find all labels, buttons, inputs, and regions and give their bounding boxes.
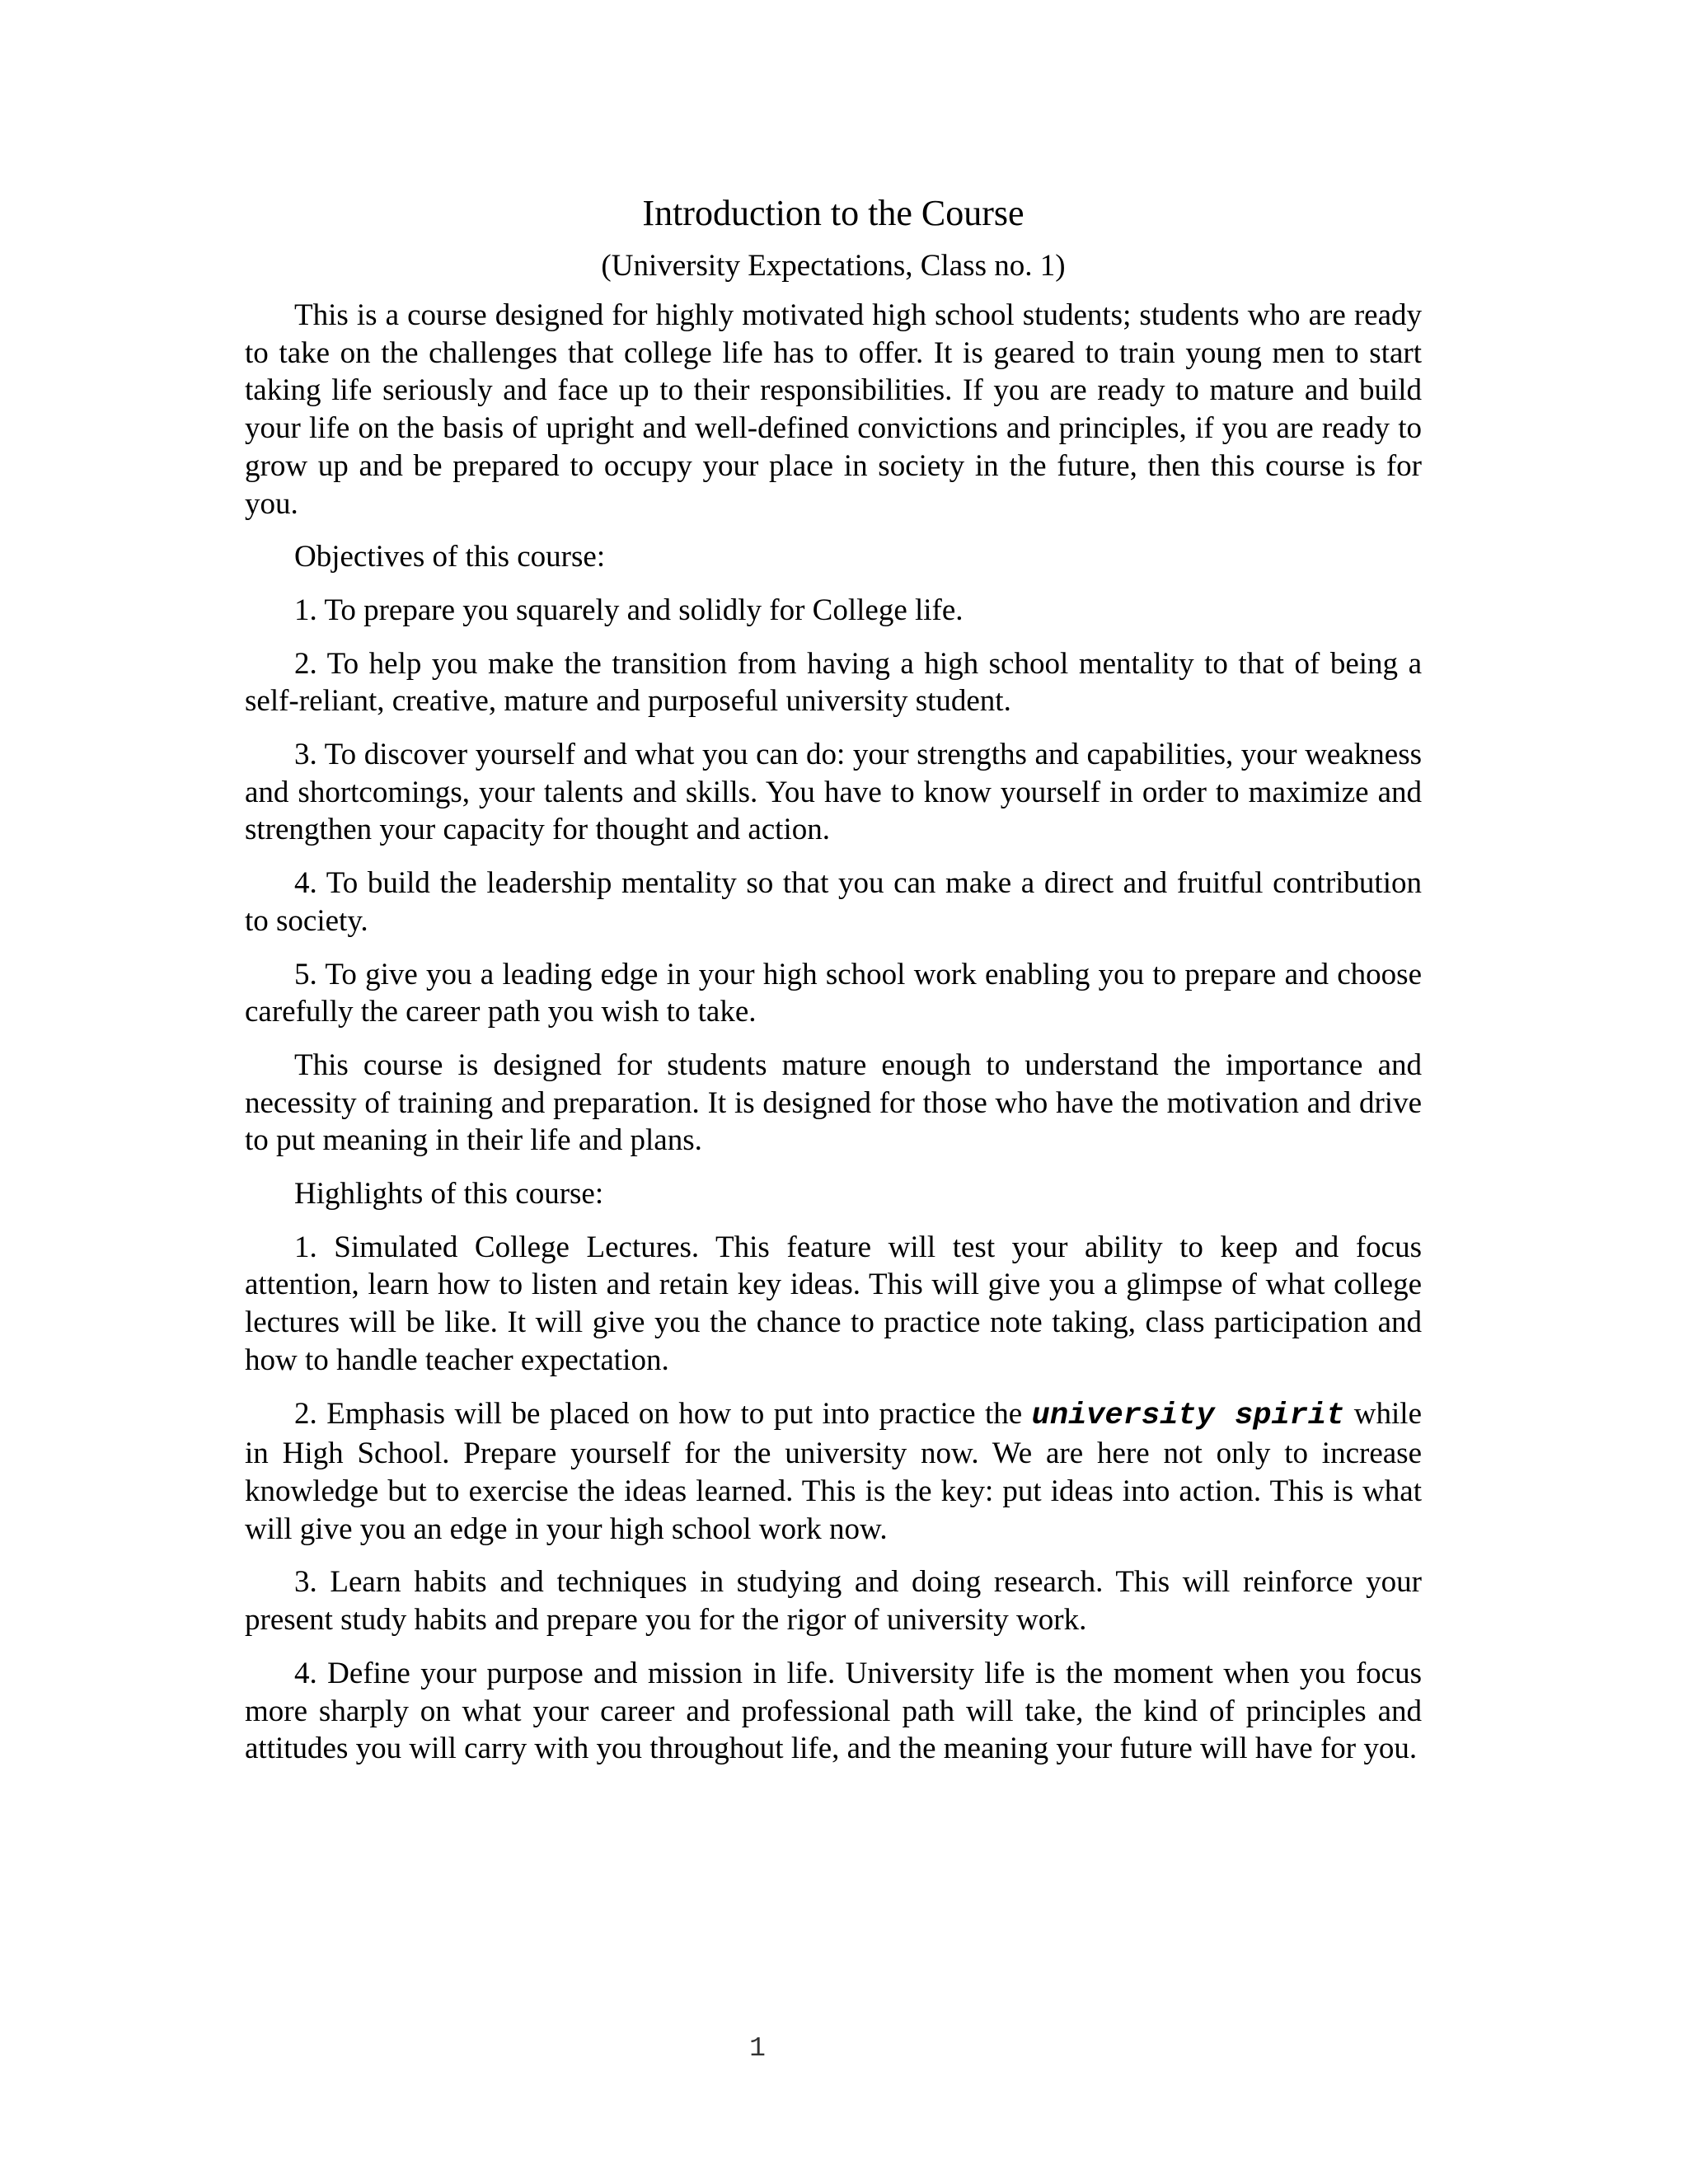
highlights-heading: Highlights of this course: <box>294 1177 604 1212</box>
objective-item: 4. To build the leadership mentality so that you can make a direct and fruitful contribution to society. <box>245 866 1422 938</box>
document-page <box>245 191 1422 1783</box>
emphasis-text: university spirit <box>1031 1398 1345 1433</box>
intro-paragraph: This is a course designed for highly motivated high school students; students who are ready to take on the challenges that college life has to offer. It is geared to train young men to start taking life seriously and face up to their responsibilities. If you are ready to mature and build your life on the basis of upright and well-defined convictions and principles, if you are ready to grow up and be prepared to occupy your place in society in the future, then this course is for you. <box>245 298 1422 521</box>
objectives-heading: Objectives of this course: <box>294 540 606 574</box>
page-title: Introduction to the Course <box>642 193 1025 233</box>
highlight-item <box>245 1395 1422 1549</box>
page-number: 1 <box>749 2033 766 2064</box>
objective-item: 5. To give you a leading edge in your high school work enabling you to prepare and choose carefully the career path you wish to take. <box>245 957 1422 1029</box>
page-subtitle: (University Expectations, Class no. 1) <box>601 249 1066 283</box>
objective-item: 1. To prepare you squarely and solidly for College life. <box>294 593 964 627</box>
highlight-text: 2. Emphasis will be placed on how to put into practice the <box>294 1396 1032 1431</box>
objective-item: 3. To discover yourself and what you can do: your strengths and capabilities, your weakness and shortcomings, your talents and skills. You have to know yourself in order to maximize and strengthen your capacity for thought and action. <box>245 738 1422 847</box>
highlight-item: 1. Simulated College Lectures. This feature will test your ability to keep and focus attention, learn how to listen and retain key ideas. This will give you a glimpse of what college lectures will be like. It will give you the chance to practice note taking, class participation and how to handle teacher expectation. <box>245 1230 1422 1377</box>
highlight-item: 3. Learn habits and techniques in studying and doing research. This will reinforce your present study habits and prepare you for the rigor of university work. <box>245 1565 1422 1638</box>
middle-paragraph: This course is designed for students mature enough to understand the importance and necessity of training and preparation. It is designed for those who have the motivation and drive to put meaning in their life and plans. <box>245 1047 1422 1158</box>
objective-item: 2. To help you make the transition from having a high school mentality to that of being a self-reliant, creative, mature and purposeful university student. <box>245 646 1422 719</box>
highlight-item: 4. Define your purpose and mission in life. University life is the moment when you focus more sharply on what your career and professional path will take, the kind of principles and attitudes you will carry with you throughout life, and the meaning your future will have for you. <box>245 1656 1422 1766</box>
highlight-text: while in High School. Prepare yourself for the university now. We are here not only to increase knowledge but to exercise the ideas learned. This is the key: put ideas into action. This is what will give you an edge in your high school work now. <box>245 1396 1422 1546</box>
